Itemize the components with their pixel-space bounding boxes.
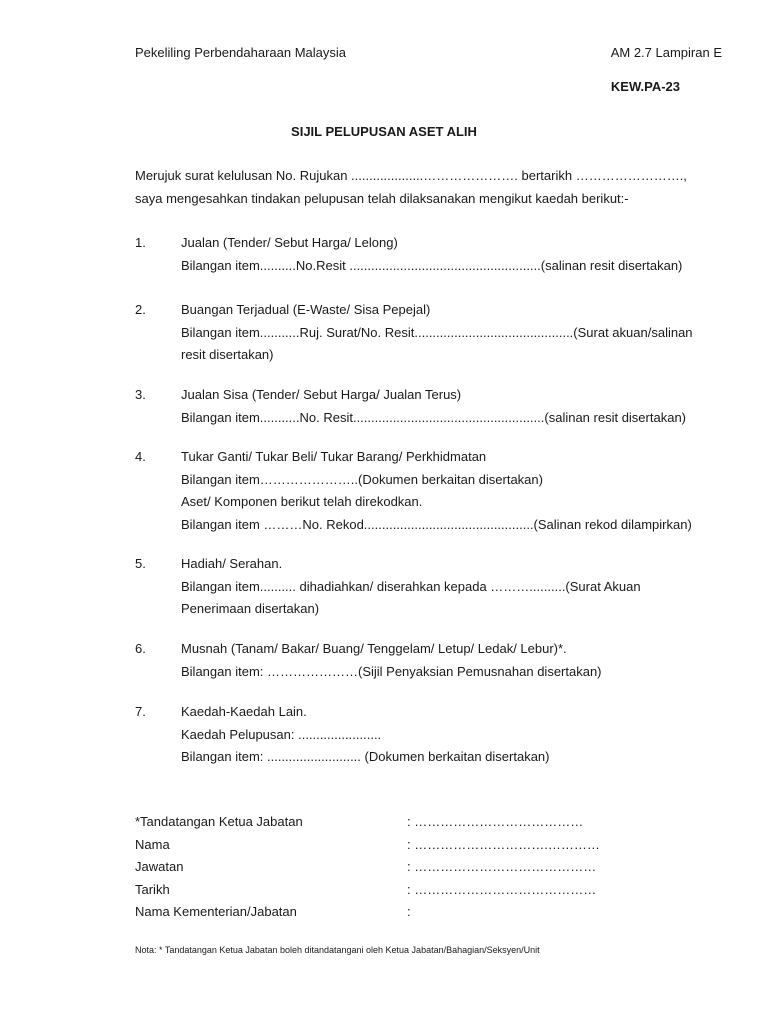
item-number: 5. bbox=[135, 556, 146, 571]
item-number: 1. bbox=[135, 235, 146, 250]
name-label: Nama bbox=[135, 836, 170, 852]
item-line: Penerimaan disertakan) bbox=[181, 601, 320, 616]
disposal-method-5 bbox=[135, 553, 695, 621]
signature-block bbox=[135, 811, 695, 924]
intro-line-2: saya mengesahkan tindakan pelupusan telah dilaksanakan mengikut kaedah berikut:- bbox=[135, 190, 629, 206]
item-line: resit disertakan) bbox=[181, 347, 274, 362]
item-line: Jualan (Tender/ Sebut Harga/ Lelong) bbox=[181, 235, 398, 250]
item-line: Bilangan item...........Ruj. Surat/No. Resit............................................(Surat akuan/salinan bbox=[181, 324, 693, 340]
position-field: : …………………………………… bbox=[407, 859, 597, 874]
date-label: Tarikh bbox=[135, 881, 170, 897]
document-title: SIJIL PELUPUSAN ASET ALIH bbox=[291, 124, 477, 139]
footnote: Nota: * Tandatangan Ketua Jabatan boleh ditandatangani oleh Ketua Jabatan/Bahagian/Seksyen/Unit bbox=[135, 945, 540, 955]
item-line: Bilangan item..........No.Resit .....................................................(salinan resit disertakan) bbox=[181, 257, 683, 273]
item-line: Kaedah-Kaedah Lain. bbox=[181, 704, 307, 719]
disposal-method-1 bbox=[135, 232, 695, 277]
item-line: Aset/ Komponen berikut telah direkodkan. bbox=[181, 494, 423, 509]
disposal-method-4 bbox=[135, 446, 695, 536]
item-line: Hadiah/ Serahan. bbox=[181, 556, 283, 571]
header-circular-title: Pekeliling Perbendaharaan Malaysia bbox=[135, 45, 347, 60]
position-row bbox=[135, 856, 695, 879]
signature-row bbox=[135, 811, 695, 834]
item-line: Jualan Sisa (Tender/ Sebut Harga/ Jualan Terus) bbox=[181, 387, 462, 402]
item-line: Bilangan item.......... dihadiahkan/ diserahkan kepada ………..........(Surat Akuan bbox=[181, 578, 641, 594]
ministry-label: Nama Kementerian/Jabatan bbox=[135, 904, 297, 919]
ministry-field: : bbox=[407, 904, 411, 919]
item-number: 3. bbox=[135, 387, 146, 402]
ministry-row bbox=[135, 901, 695, 924]
item-line: Tukar Ganti/ Tukar Beli/ Tukar Barang/ Perkhidmatan bbox=[181, 449, 487, 464]
disposal-method-3 bbox=[135, 384, 695, 429]
item-line: Kaedah Pelupusan: ....................... bbox=[181, 726, 382, 742]
header-appendix-ref: AM 2.7 Lampiran E bbox=[610, 45, 722, 60]
item-number: 2. bbox=[135, 302, 146, 317]
name-field: : ………………………….………… bbox=[407, 836, 600, 852]
item-line: Bilangan item: .......................... (Dokumen berkaitan disertakan) bbox=[181, 749, 550, 764]
disposal-method-2 bbox=[135, 299, 695, 367]
name-row bbox=[135, 834, 695, 857]
item-number: 7. bbox=[135, 704, 146, 719]
item-line: Bilangan item...........No. Resit.....................................................(salinan resit disertakan) bbox=[181, 409, 687, 425]
intro-paragraph bbox=[135, 165, 695, 210]
item-number: 6. bbox=[135, 641, 146, 656]
item-line: Musnah (Tanam/ Bakar/ Buang/ Tenggelam/ Letup/ Ledak/ Lebur)*. bbox=[181, 641, 567, 656]
disposal-method-7 bbox=[135, 701, 695, 769]
intro-line-1: Merujuk surat kelulusan No. Rujukan ....................…………………. bertarikh ……………………., bbox=[135, 168, 687, 183]
item-line: Bilangan item: …………………(Sijil Penyaksian Pemusnahan disertakan) bbox=[181, 663, 602, 679]
item-number: 4. bbox=[135, 449, 146, 464]
item-line: Bilangan item ………No. Rekod...............................................(Salinan rekod dilampirkan) bbox=[181, 516, 692, 532]
date-row bbox=[135, 879, 695, 902]
position-label: Jawatan bbox=[135, 859, 184, 874]
item-line: Buangan Terjadual (E-Waste/ Sisa Pepejal) bbox=[181, 302, 431, 317]
signature-label: *Tandatangan Ketua Jabatan bbox=[135, 814, 303, 829]
signature-field: : ………………………………… bbox=[407, 814, 584, 829]
item-line: Bilangan item…………………..(Dokumen berkaitan disertakan) bbox=[181, 471, 543, 487]
form-code: KEW.PA-23 bbox=[610, 79, 680, 94]
disposal-method-6 bbox=[135, 638, 695, 683]
date-field: : …………………………………… bbox=[407, 881, 597, 897]
